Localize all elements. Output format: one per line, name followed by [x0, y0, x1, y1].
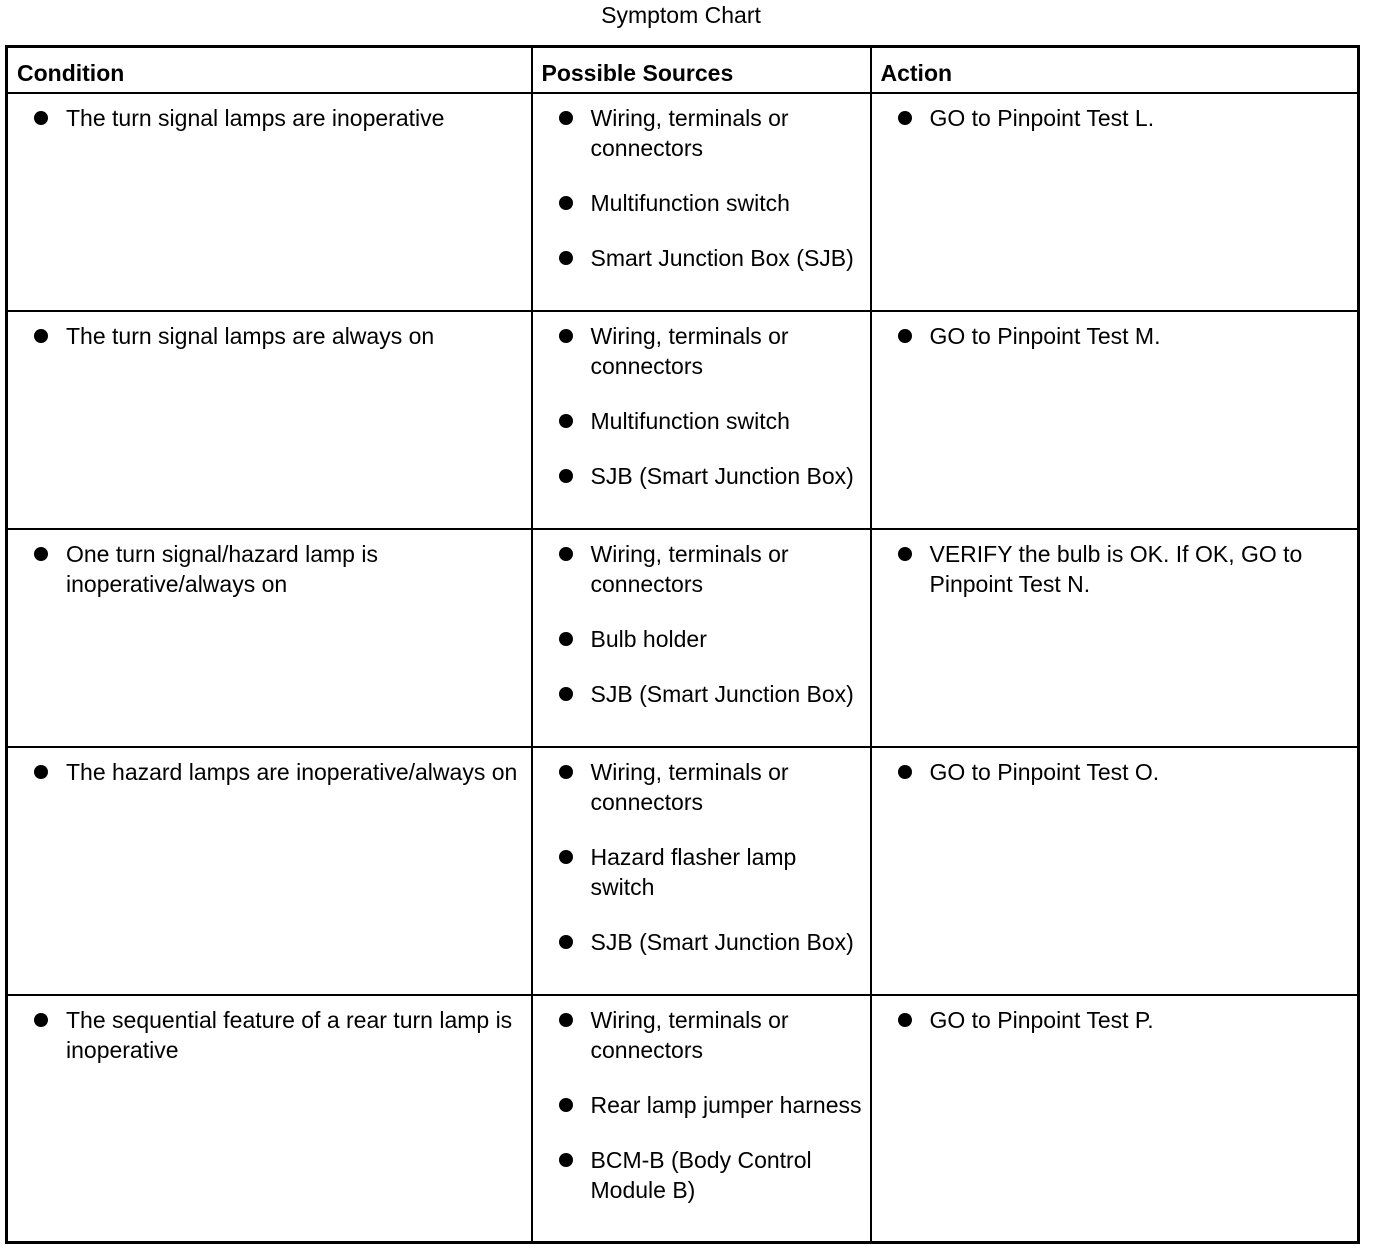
possible-sources-header: Possible Sources: [532, 47, 871, 93]
action-cell: [871, 311, 1359, 529]
condition-cell: [7, 995, 532, 1243]
condition-header: Condition: [7, 47, 532, 93]
action-text: GO to Pinpoint Test L.: [872, 103, 1350, 133]
possible-sources-cell: [532, 747, 871, 995]
source-item: Wiring, terminals or connectors: [533, 321, 862, 381]
action-cell: [871, 93, 1359, 311]
condition-cell: [7, 93, 532, 311]
source-item: Multifunction switch: [533, 406, 862, 436]
table-row: [7, 93, 1359, 311]
source-item: Hazard flasher lamp switch: [533, 842, 862, 902]
table-row: [7, 747, 1359, 995]
action-header: Action: [871, 47, 1359, 93]
table-row: [7, 529, 1359, 747]
condition-cell: [7, 311, 532, 529]
source-item: SJB (Smart Junction Box): [533, 927, 862, 957]
action-text: VERIFY the bulb is OK. If OK, GO to Pinpoint Test N.: [872, 539, 1350, 599]
possible-sources-cell: [532, 995, 871, 1243]
source-item: Wiring, terminals or connectors: [533, 103, 862, 163]
source-item: Rear lamp jumper harness: [533, 1090, 862, 1120]
condition-text: The turn signal lamps are always on: [8, 321, 523, 351]
source-item: Bulb holder: [533, 624, 862, 654]
source-item: Wiring, terminals or connectors: [533, 539, 862, 599]
condition-cell: [7, 747, 532, 995]
possible-sources-cell: [532, 93, 871, 311]
source-item: Smart Junction Box (SJB): [533, 243, 862, 273]
action-cell: [871, 747, 1359, 995]
action-cell: [871, 995, 1359, 1243]
condition-text: The sequential feature of a rear turn lamp is inoperative: [8, 1005, 523, 1065]
action-text: GO to Pinpoint Test P.: [872, 1005, 1350, 1035]
table-row: [7, 311, 1359, 529]
table-row: [7, 995, 1359, 1243]
symptom-table: [5, 45, 1360, 1244]
source-item: Multifunction switch: [533, 188, 862, 218]
condition-cell: [7, 529, 532, 747]
action-cell: [871, 529, 1359, 747]
source-item: Wiring, terminals or connectors: [533, 1005, 862, 1065]
page-title: Symptom Chart: [601, 2, 761, 28]
action-text: GO to Pinpoint Test M.: [872, 321, 1350, 351]
source-item: SJB (Smart Junction Box): [533, 679, 862, 709]
possible-sources-cell: [532, 311, 871, 529]
condition-text: One turn signal/hazard lamp is inoperative/always on: [8, 539, 523, 599]
source-item: BCM-B (Body Control Module B): [533, 1145, 862, 1205]
source-item: Wiring, terminals or connectors: [533, 757, 862, 817]
condition-text: The hazard lamps are inoperative/always on: [8, 757, 523, 787]
table-header-row: [7, 47, 1359, 93]
condition-text: The turn signal lamps are inoperative: [8, 103, 523, 133]
action-text: GO to Pinpoint Test O.: [872, 757, 1350, 787]
possible-sources-cell: [532, 529, 871, 747]
source-item: SJB (Smart Junction Box): [533, 461, 862, 491]
